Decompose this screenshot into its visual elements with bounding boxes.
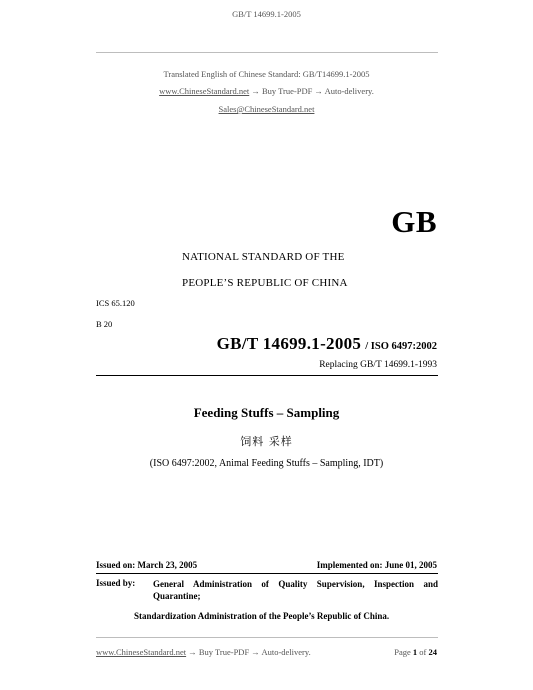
purchase-text: → Buy True-PDF → Auto-delivery. [249,86,374,96]
page-word: Page [394,647,411,657]
title-iso-reference: (ISO 6497:2002, Animal Feeding Stuffs – Sampling, IDT) [149,458,384,469]
national-standard-line2: PEOPLE’S REPUBLIC OF CHINA [182,277,348,289]
ccs-code: B 20 [96,319,113,329]
footer-purchase-text: → Buy True-PDF → Auto-delivery. [186,647,311,657]
title-rule [96,375,438,376]
site-link[interactable]: www.ChineseStandard.net [159,86,250,96]
running-header: GB/T 14699.1-2005 [232,9,301,19]
iso-number: / ISO 6497:2002 [365,341,437,352]
national-standard-line1: NATIONAL STANDARD OF THE [182,251,345,263]
issuer-2: Standardization Administration of the People’s Republic of China. [134,611,390,621]
issuer-1-line1: General Administration of Quality Supervision, Inspection and [153,579,438,589]
translation-notice: Translated English of Chinese Standard: GB/T14699.1-2005 [163,69,370,79]
page-current: 1 [412,647,418,657]
purchase-notice [0,86,533,96]
gb-number: GB/T 14699.1-2005 [216,334,362,353]
issued-by-label: Issued by: [96,578,136,588]
title-english: Feeding Stuffs – Sampling [193,405,340,420]
email-link[interactable]: Sales@ChineseStandard.net [218,104,315,114]
footer-rule [96,637,438,638]
issued-on-date: Issued on: March 23, 2005 [96,560,198,570]
issuer-1-line2: Quarantine; [153,591,201,601]
gb-logo: GB [391,204,437,239]
page-of: of [419,647,427,657]
ics-code: ICS 65.120 [96,298,135,308]
implemented-on-date: Implemented on: June 01, 2005 [316,560,437,570]
standard-number [0,334,437,354]
header-rule [96,52,438,53]
title-chinese: 饲料 采样 [240,435,293,448]
dates-rule [96,573,438,574]
page-total: 24 [428,647,437,657]
page-indicator [0,647,437,657]
email-line [0,104,533,114]
replacing-note: Replacing GB/T 14699.1-1993 [319,360,437,370]
footer-site-link[interactable]: www.ChineseStandard.net [96,647,187,657]
